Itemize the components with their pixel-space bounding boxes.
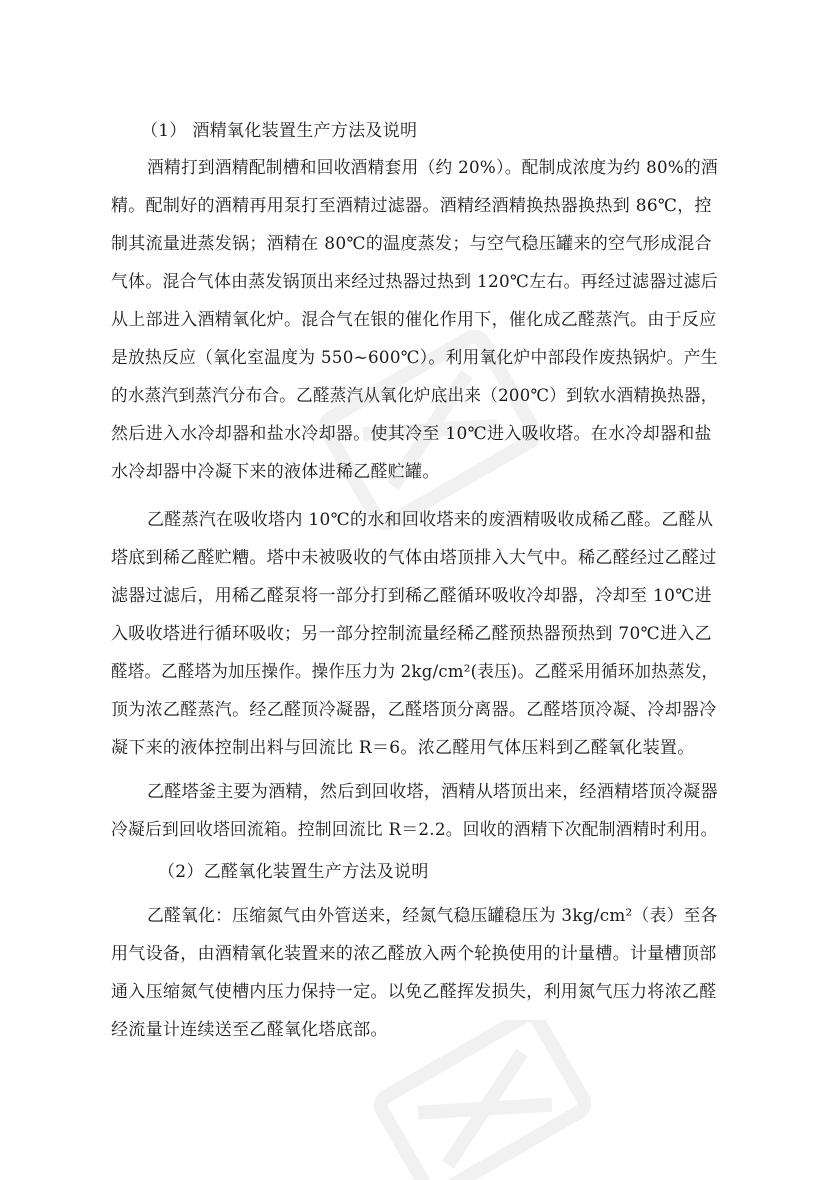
- paragraph-line: 冷凝后到回收塔回流箱。控制回流比 R＝2.2。回收的酒精下次配制酒精时利用。: [111, 820, 718, 840]
- paragraph-line: 精。配制好的酒精再用泵打至酒精过滤器。酒精经酒精换热器换热到 86℃，控: [111, 196, 712, 216]
- paragraph-line: 乙醛蒸汽在吸收塔内 10℃的水和回收塔来的废酒精吸收成稀乙醛。乙醛从: [147, 510, 714, 530]
- watermark-logo-bottom: [360, 1020, 600, 1180]
- paragraph-line: 的水蒸汽到蒸汽分布合。乙醛蒸汽从氧化炉底出来（200℃）到软水酒精换热器，: [111, 386, 718, 406]
- paragraph-line: 乙醛塔釜主要为酒精，然后到回收塔，酒精从塔顶出来，经酒精塔顶冷凝器: [147, 782, 718, 802]
- paragraph-line: 酒精打到酒精配制槽和回收酒精套用（约 20%）。配制成浓度为约 80%的酒: [147, 158, 718, 178]
- section-1-heading: （1） 酒精氧化装置生产方法及说明: [141, 121, 418, 141]
- paragraph-line: 乙醛氧化：压缩氮气由外管送来，经氮气稳压罐稳压为 3kg/cm²（表）至各: [147, 906, 718, 926]
- paragraph-line: 水冷却器中冷凝下来的液体进稀乙醛贮罐。: [111, 462, 440, 482]
- paragraph-line: 通入压缩氮气使槽内压力保持一定。以免乙醛挥发损失，利用氮气压力将浓乙醛: [111, 982, 717, 1002]
- paragraph-line: 塔底到稀乙醛贮糟。塔中未被吸收的气体由塔顶排入大气中。稀乙醛经过乙醛过: [111, 548, 717, 568]
- paragraph-line: 入吸收塔进行循环吸收；另一部分控制流量经稀乙醛预热器预热到 70℃进入乙: [111, 624, 712, 644]
- paragraph-line: 凝下来的液体控制出料与回流比 R＝6。浓乙醛用气体压料到乙醛氧化装置。: [111, 738, 695, 758]
- paragraph-line: 滤器过滤后，用稀乙醛泵将一部分打到稀乙醛循环吸收冷却器，冷却至 10℃进: [111, 586, 712, 606]
- paragraph-line: 气体。混合气体由蒸发锅顶出来经过热器过热到 120℃左右。再经过滤器过滤后: [111, 272, 718, 292]
- paragraph-line: 从上部进入酒精氧化炉。混合气在银的催化作用下，催化成乙醛蒸汽。由于反应: [111, 310, 717, 330]
- paragraph-line: 醛塔。乙醛塔为加压操作。操作压力为 2kg/cm²(表压)。乙醛采用循环加热蒸发，: [111, 662, 719, 682]
- paragraph-line: 用气设备，由酒精氧化装置来的浓乙醛放入两个轮换使用的计量槽。计量槽顶部: [111, 944, 717, 964]
- section-2-heading: （2）乙醛氧化装置生产方法及说明: [158, 862, 429, 882]
- paragraph-line: 顶为浓乙醛蒸汽。经乙醛顶冷凝器，乙醛塔顶分离器。乙醛塔顶冷凝、冷却器冷: [111, 700, 717, 720]
- paragraph-line: 然后进入水冷却器和盐水冷却器。使其冷至 10℃进入吸收塔。在水冷却器和盐: [111, 424, 712, 444]
- paragraph-line: 是放热反应（氧化室温度为 550~600℃）。利用氧化炉中部段作废热锅炉。产生: [111, 348, 718, 368]
- paragraph-line: 经流量计连续送至乙醛氧化塔底部。: [111, 1020, 388, 1040]
- paragraph-line: 制其流量进蒸发锅；酒精在 80℃的温度蒸发；与空气稳压罐来的空气形成混合: [111, 234, 712, 254]
